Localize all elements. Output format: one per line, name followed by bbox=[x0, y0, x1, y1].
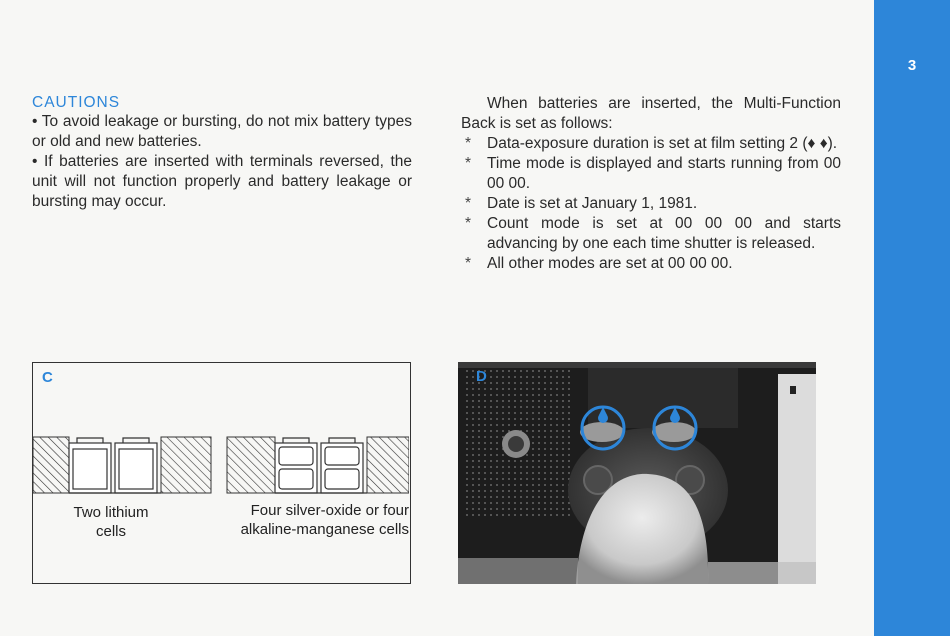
battery-insertion-photo bbox=[458, 362, 816, 584]
lithium-cells-compartment bbox=[33, 437, 211, 493]
figure-c-label: C bbox=[42, 369, 53, 386]
settings-item: * Count mode is set at 00 00 00 and starts advancing by one each time shutter is released. bbox=[465, 215, 841, 252]
settings-list bbox=[461, 134, 841, 274]
asterisk-marker: * bbox=[465, 195, 472, 212]
asterisk-marker: * bbox=[465, 255, 472, 272]
asterisk-marker: * bbox=[465, 215, 472, 232]
settings-item: * Date is set at January 1, 1981. bbox=[465, 195, 698, 212]
settings-item: * Time mode is displayed and starts running from 00 00 00. bbox=[465, 155, 841, 192]
page-side-tab bbox=[874, 0, 950, 636]
silver-oxide-cells-compartment bbox=[227, 437, 409, 493]
caption-silver-oxide: Four silver-oxide or four alkaline-manganese cells bbox=[240, 502, 409, 538]
page-number: 3 bbox=[907, 57, 917, 74]
settings-item: * All other modes are set at 00 00 00. bbox=[465, 255, 733, 272]
battery-settings-section bbox=[461, 94, 841, 274]
settings-item: * Data-exposure duration is set at film setting 2 (♦ ♦). bbox=[465, 135, 838, 152]
figure-d-photo bbox=[458, 362, 816, 584]
cautions-heading: CAUTIONS bbox=[32, 94, 121, 111]
settings-intro: When batteries are inserted, the Multi-Function Back is set as follows: bbox=[461, 95, 841, 132]
asterisk-marker: * bbox=[465, 135, 472, 152]
caption-lithium: Two lithium cells bbox=[73, 504, 149, 540]
battery-compartment-illustration bbox=[33, 363, 409, 503]
caution-bullet: • If batteries are inserted with terminals reversed, the unit will not function properly and battery leakage or bursting may occur. bbox=[32, 153, 412, 210]
cautions-section bbox=[32, 94, 412, 212]
figure-c-battery-diagram bbox=[32, 362, 411, 584]
figure-d-label: D bbox=[476, 368, 487, 385]
caution-bullet: • To avoid leakage or bursting, do not mix battery types or old and new batteries. bbox=[32, 113, 412, 150]
asterisk-marker: * bbox=[465, 155, 472, 172]
